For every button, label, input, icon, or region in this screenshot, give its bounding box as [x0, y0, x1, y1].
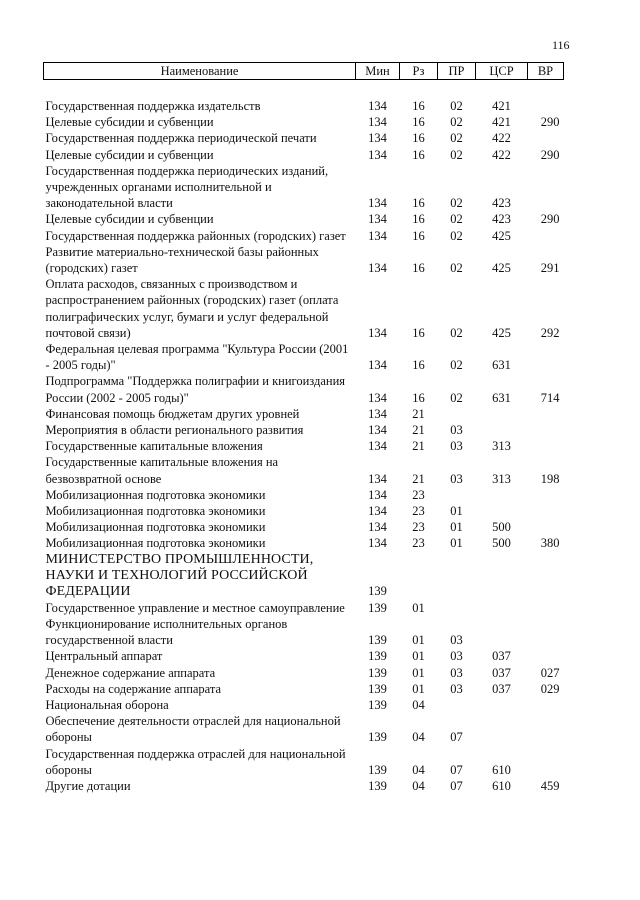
row-pr [438, 600, 476, 616]
table-row [44, 746, 564, 778]
row-rz: 04 [412, 778, 425, 793]
table-row [44, 147, 564, 163]
row-name: Национальная оборона [45, 697, 169, 712]
budget-table [43, 62, 564, 794]
row-csr: 313 [492, 471, 511, 486]
row-name: Целевые субсидии и субвенции [45, 212, 214, 227]
table-row [44, 600, 564, 616]
row-pr: 02 [450, 390, 463, 405]
row-name: Государственная поддержка издательств [45, 99, 261, 113]
row-pr: 02 [450, 147, 463, 162]
table-row [44, 276, 564, 341]
row-name: Государственное управление и местное самоуправление [45, 600, 345, 615]
row-name: Центральный аппарат [45, 649, 163, 664]
row-vr [528, 98, 564, 114]
row-vr: 380 [540, 536, 560, 551]
row-vr: 198 [540, 471, 560, 486]
row-min: 134 [368, 504, 387, 519]
row-vr [528, 163, 564, 212]
row-vr [528, 648, 564, 664]
row-name: Государственные капитальные вложения на безвозвратной основе [45, 455, 279, 486]
row-vr [528, 130, 564, 146]
row-min: 134 [368, 99, 387, 113]
row-min: 139 [368, 730, 387, 745]
row-pr: 02 [450, 228, 463, 243]
row-name: Развитие материально-технической базы районных (городских) газет [45, 244, 319, 276]
table-row [44, 454, 564, 486]
row-min: 139 [368, 697, 387, 712]
table-row [44, 163, 564, 212]
row-csr [476, 552, 528, 600]
row-min: 134 [368, 471, 387, 486]
row-pr: 02 [450, 212, 463, 227]
row-csr: 421 [492, 99, 511, 113]
table-row [44, 98, 564, 114]
row-rz: 01 [412, 649, 425, 664]
row-pr: 03 [450, 665, 463, 680]
row-vr [528, 438, 564, 454]
row-pr: 07 [450, 778, 463, 793]
row-min: 134 [368, 536, 387, 551]
row-pr: 02 [450, 358, 463, 373]
row-rz: 01 [412, 681, 425, 696]
row-vr [528, 552, 564, 600]
table-row [44, 422, 564, 438]
row-csr: 425 [492, 325, 511, 340]
row-pr: 07 [450, 730, 463, 745]
header-row [44, 63, 564, 80]
row-name: Другие дотации [45, 778, 131, 793]
row-rz: 21 [412, 471, 425, 486]
row-vr [528, 746, 564, 778]
row-rz: 23 [412, 504, 425, 519]
row-pr: 03 [450, 439, 463, 454]
row-pr [438, 487, 476, 503]
row-vr [528, 422, 564, 438]
row-min: 139 [368, 584, 387, 599]
table-row [44, 487, 564, 503]
table-row [44, 535, 564, 551]
table-row [44, 130, 564, 146]
row-min: 134 [368, 131, 387, 146]
row-min: 134 [368, 406, 387, 421]
row-name: Мобилизационная подготовка экономики [45, 520, 266, 535]
row-pr: 03 [450, 649, 463, 664]
row-vr: 027 [540, 665, 560, 680]
row-vr [528, 519, 564, 535]
row-vr [528, 487, 564, 503]
row-rz: 21 [412, 406, 425, 421]
row-rz: 21 [412, 439, 425, 454]
row-min: 134 [368, 115, 387, 130]
row-csr: 423 [492, 212, 511, 227]
row-rz: 16 [412, 147, 425, 162]
page-number: 116 [552, 38, 570, 52]
row-name: Обеспечение деятельности отраслей для национальной обороны [45, 714, 341, 745]
row-name: Мобилизационная подготовка экономики [45, 487, 266, 502]
row-min: 134 [368, 147, 387, 162]
row-pr: 03 [450, 681, 463, 696]
row-rz: 16 [412, 115, 425, 130]
row-name: Финансовая помощь бюджетам других уровней [45, 406, 300, 421]
table-row [44, 114, 564, 130]
row-name: Государственные капитальные вложения [45, 439, 263, 454]
row-pr: 03 [450, 471, 463, 486]
row-csr: 500 [492, 536, 511, 551]
row-csr: 631 [492, 358, 511, 373]
row-pr [438, 697, 476, 713]
row-csr: 037 [492, 681, 511, 696]
row-min: 134 [368, 358, 387, 373]
row-rz: 16 [412, 390, 425, 405]
row-min: 134 [368, 439, 387, 454]
row-min: 134 [368, 325, 387, 340]
row-csr: 425 [492, 228, 511, 243]
row-rz: 04 [412, 730, 425, 745]
row-rz: 16 [412, 261, 425, 276]
table-row [44, 648, 564, 664]
table-row [44, 665, 564, 681]
table-row [44, 778, 564, 794]
row-min: 139 [368, 778, 387, 793]
row-name: Целевые субсидии и субвенции [45, 147, 214, 162]
row-vr [528, 616, 564, 648]
row-vr [528, 406, 564, 422]
row-vr [528, 600, 564, 616]
row-csr: 610 [492, 778, 511, 793]
table-row [44, 697, 564, 713]
row-csr: 631 [492, 390, 511, 405]
row-vr: 459 [540, 778, 560, 793]
row-rz: 16 [412, 99, 425, 113]
row-min: 139 [368, 762, 387, 777]
row-vr [528, 503, 564, 519]
row-csr: 421 [492, 115, 511, 130]
row-min: 134 [368, 520, 387, 535]
row-min: 134 [368, 261, 387, 276]
row-min: 134 [368, 228, 387, 243]
row-csr [476, 422, 528, 438]
row-vr [528, 341, 564, 373]
row-rz: 23 [412, 520, 425, 535]
row-pr: 01 [450, 520, 463, 535]
row-vr: 290 [540, 212, 560, 227]
row-rz: 01 [412, 633, 425, 648]
row-pr: 07 [450, 762, 463, 777]
row-min: 139 [368, 681, 387, 696]
row-pr [438, 406, 476, 422]
row-pr: 03 [450, 423, 463, 438]
table-row [44, 341, 564, 373]
row-csr: 610 [492, 762, 511, 777]
row-vr [528, 228, 564, 244]
table-row [44, 211, 564, 227]
row-rz: 16 [412, 212, 425, 227]
row-rz: 16 [412, 196, 425, 211]
row-rz: 23 [412, 536, 425, 551]
row-vr [528, 713, 564, 745]
header-pr: ПР [438, 63, 476, 80]
row-csr: 425 [492, 261, 511, 276]
header-min: Мин [356, 63, 400, 80]
row-csr: 500 [492, 520, 511, 535]
row-vr: 714 [540, 390, 560, 405]
row-name: Мероприятия в области регионального развития [45, 423, 304, 438]
row-rz: 16 [412, 325, 425, 340]
table-header [44, 63, 564, 80]
row-name: Мобилизационная подготовка экономики [45, 504, 266, 519]
row-name: Подпрограмма "Поддержка полиграфии и книгоиздания России (2002 - 2005 годы)" [45, 374, 346, 405]
row-vr: 290 [540, 147, 560, 162]
row-rz: 16 [412, 228, 425, 243]
row-rz: 04 [412, 697, 425, 712]
header-rz: Рз [400, 63, 438, 80]
header-vr: ВР [528, 63, 564, 80]
row-name: Государственная поддержка районных (городских) газет [45, 228, 346, 243]
row-pr: 02 [450, 99, 463, 113]
row-pr: 01 [450, 504, 463, 519]
row-pr: 02 [450, 115, 463, 130]
row-csr [476, 487, 528, 503]
row-min: 139 [368, 649, 387, 664]
table-row [44, 406, 564, 422]
row-name: Государственная поддержка периодических изданий, учрежденных органами исполнительной и законодательной власти [45, 163, 329, 211]
row-csr [476, 616, 528, 648]
row-pr: 02 [450, 325, 463, 340]
row-pr: 03 [450, 633, 463, 648]
row-name: Оплата расходов, связанных с производством и распространением районных (городских) газет (оплата полиграфических услуг, бумаги и услуг федеральной почтовой связи) [45, 277, 339, 340]
row-name: Государственная поддержка периодической печати [45, 131, 317, 146]
row-rz: 23 [412, 487, 425, 502]
row-pr: 02 [450, 131, 463, 146]
row-csr [476, 697, 528, 713]
row-csr [476, 600, 528, 616]
row-csr: 037 [492, 649, 511, 664]
row-min: 134 [368, 212, 387, 227]
row-min: 139 [368, 600, 387, 615]
table-row [44, 552, 564, 600]
row-vr: 029 [540, 681, 560, 696]
row-min: 139 [368, 665, 387, 680]
table-row [44, 373, 564, 405]
row-min: 134 [368, 390, 387, 405]
row-vr: 291 [540, 261, 560, 276]
table-row [44, 244, 564, 276]
row-rz: 21 [412, 423, 425, 438]
row-csr [476, 503, 528, 519]
table-row [44, 438, 564, 454]
row-name: Денежное содержание аппарата [45, 665, 216, 680]
table-row [44, 503, 564, 519]
table-row [44, 681, 564, 697]
row-vr: 290 [540, 115, 560, 130]
row-name: Функционирование исполнительных органов государственной власти [45, 616, 288, 648]
row-rz [400, 552, 438, 600]
row-csr: 037 [492, 665, 511, 680]
row-rz: 16 [412, 358, 425, 373]
table-row [44, 228, 564, 244]
row-csr: 422 [492, 147, 511, 162]
row-name: Государственная поддержка отраслей для национальной обороны [45, 746, 346, 777]
row-rz: 01 [412, 665, 425, 680]
row-pr: 02 [450, 261, 463, 276]
row-min: 134 [368, 196, 387, 211]
row-vr: 292 [540, 325, 560, 340]
row-vr [528, 697, 564, 713]
row-csr: 422 [492, 131, 511, 146]
row-name: Расходы на содержание аппарата [45, 681, 222, 696]
row-min: 139 [368, 633, 387, 648]
table-row [44, 616, 564, 648]
table-body [44, 80, 564, 795]
row-min: 134 [368, 487, 387, 502]
row-rz: 01 [412, 600, 425, 615]
spacer-row [44, 80, 564, 99]
row-pr: 02 [450, 196, 463, 211]
row-name: Целевые субсидии и субвенции [45, 115, 214, 130]
row-rz: 04 [412, 762, 425, 777]
row-name: Федеральная целевая программа "Культура России (2001 - 2005 годы)" [45, 342, 349, 373]
row-csr [476, 406, 528, 422]
row-name: МИНИСТЕРСТВО ПРОМЫШЛЕННОСТИ, НАУКИ И ТЕХНОЛОГИЙ РОССИЙСКОЙ ФЕДЕРАЦИИ [45, 551, 314, 599]
table-row [44, 519, 564, 535]
header-csr: ЦСР [476, 63, 528, 80]
row-pr [438, 552, 476, 600]
row-rz: 16 [412, 131, 425, 146]
row-name: Мобилизационная подготовка экономики [45, 536, 266, 551]
header-name: Наименование [44, 63, 356, 80]
row-min: 134 [368, 423, 387, 438]
row-csr: 313 [492, 439, 511, 454]
row-pr: 01 [450, 536, 463, 551]
table-row [44, 713, 564, 745]
row-csr: 423 [492, 196, 511, 211]
row-csr [476, 713, 528, 745]
